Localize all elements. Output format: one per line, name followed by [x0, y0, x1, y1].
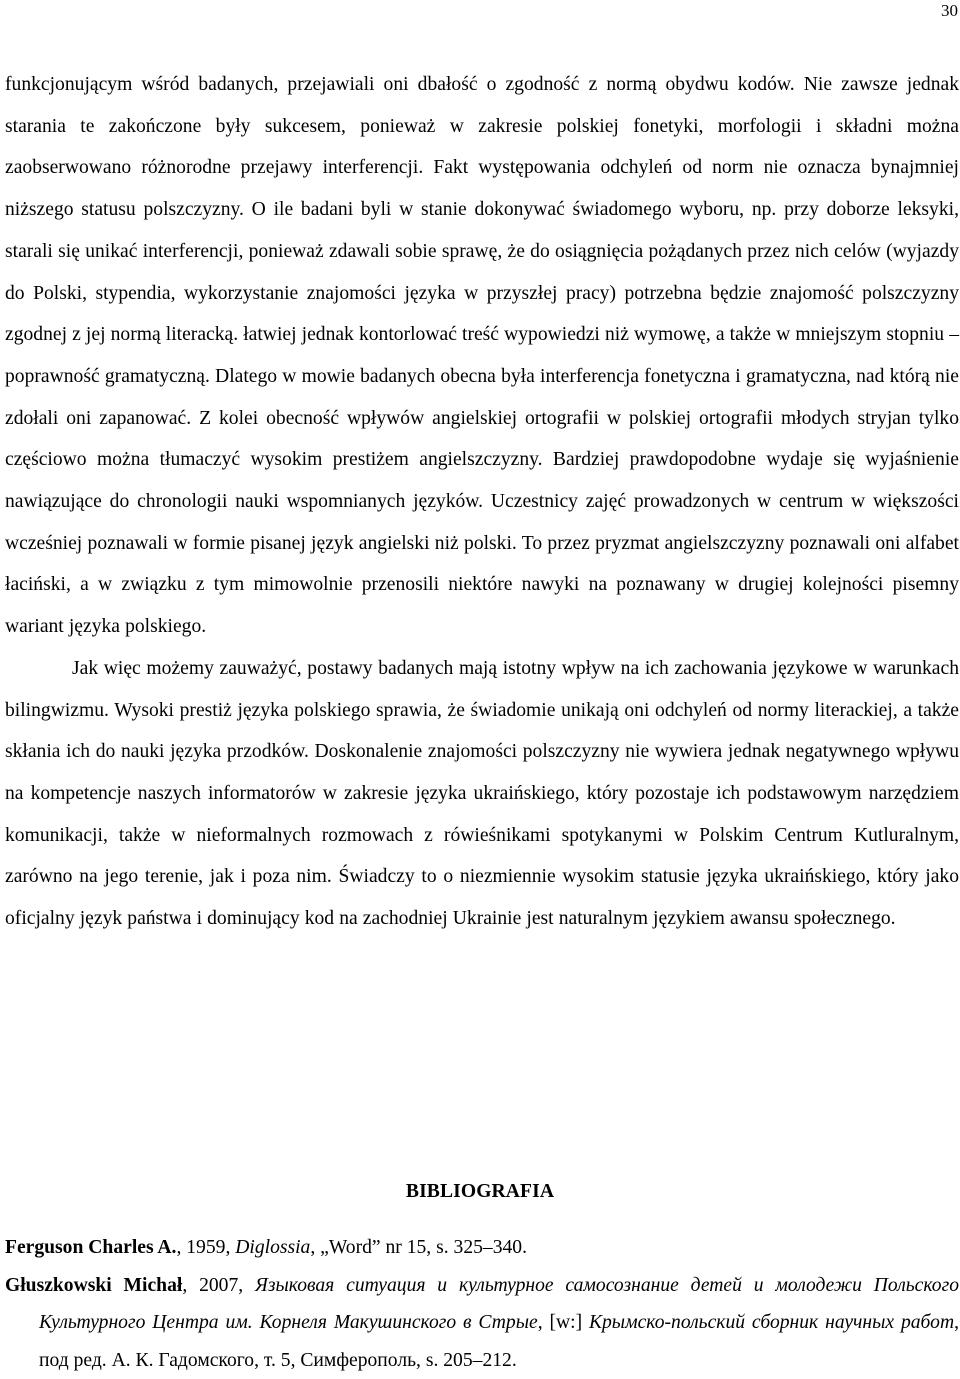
page-number: 30 — [941, 1, 958, 21]
bib-text: , [w:] — [538, 1312, 589, 1333]
paragraph-1: funkcjonującym wśród badanych, przejawiali oni dbałość o zgodność z normą obydwu kodów. Nie zawsze jednak starania te zakończone były sukcesem, ponieważ w zakresie polskiej fonetyki, morfologii i składni można zaobserwowano różnorodne przejawy interferencji. Fakt występowania odchyleń od norm nie oznacza bynajmniej niższego statusu polszczyzny. O ile badani byli w stanie dokonywać świadomego wyboru, np. przy doborze leksyki, starali się unikać interferencji, ponieważ zdawali sobie sprawę, że do osiągnięcia pożądanych przez nich celów (wyjazdy do Polski, stypendia, wykorzystanie znajomości języka w przyszłej pracy) potrzebna będzie znajomość polszczyzny zgodnej z jej normą literacką. łatwiej jednak kontorlować treść wypowiedzi niż wymowę, a także w mniejszym stopniu – poprawność gramatyczną. Dlatego w mowie badanych obecna była interferencja fonetyczna i gramatyczna, nad którą nie zdołali oni zapanować. Z kolei obecność wpływów angielskiej ortografii w polskiej ortografii młodych stryjan tylko częściowo można tłumaczyć wysokim prestiżem angielszczyzny. Bardziej prawdopodobne wydaje się wyjaśnienie nawiązujące do chronologii nauki wspomnianych języków. Uczestnicy zajęć prowadzonych w centrum w większości wcześniej poznawali w formie pisanej język angielski niż polski. To przez pryzmat angielszczyzny poznawali oni alfabet łaciński, a w związku z tym mimowolnie przenosili niektóre nawyki na poznawany w drugiej kolejności pisemny wariant języka polskiego. — [5, 64, 959, 648]
paragraph-2: Jak więc możemy zauważyć, postawy badanych mają istotny wpływ na ich zachowania językowe w warunkach bilingwizmu. Wysoki prestiż języka polskiego sprawia, że świadomie unikają oni odchyleń od normy literackiej, a także skłania ich do nauki języka przodków. Doskonalenie znajomości polszczyzny nie wywiera jednak negatywnego wpływu na kompetencje naszych informatorów w zakresie języka ukraińskiego, który pozostaje ich podstawowym narzędziem komunikacji, także w nieformalnych rozmowach z rówieśnikami spotykanymi w Polskim Centrum Kutluralnym, zarówno na jego terenie, jak i poza nim. Świadczy to o niezmiennie wysokim statusie języka ukraińskiego, który jako oficjalny język państwa i dominujący kod na zachodniej Ukrainie jest naturalnym językiem awansu społecznego. — [5, 648, 959, 940]
bibliography-entry — [5, 1229, 959, 1267]
bibliography-heading: BIBLIOGRAFIA — [0, 1178, 960, 1206]
bib-text: , „Word” nr 15, s. 325–340. — [310, 1237, 527, 1258]
body-text — [5, 64, 959, 940]
bib-title: Языковая ситуация и культурное самосознание детей и молодежи Польского Культурного Центра им. Корнеля Макушинского в Стрые — [39, 1275, 959, 1334]
bib-author: Głuszkowski Michał — [5, 1275, 182, 1296]
bib-author: Ferguson Charles A. — [5, 1237, 176, 1258]
bibliography-entry — [5, 1267, 959, 1379]
bibliography-list — [5, 1229, 959, 1379]
bib-text: , 1959, — [176, 1237, 235, 1258]
bib-title: Крымско-польский сборник научных работ — [589, 1312, 954, 1333]
bib-title: Diglossia — [235, 1237, 310, 1258]
bib-text: , 2007, — [182, 1275, 255, 1296]
bib-text: , под ред. А. К. Гадомского, т. 5, Симферополь, s. 205–212. — [39, 1312, 959, 1371]
